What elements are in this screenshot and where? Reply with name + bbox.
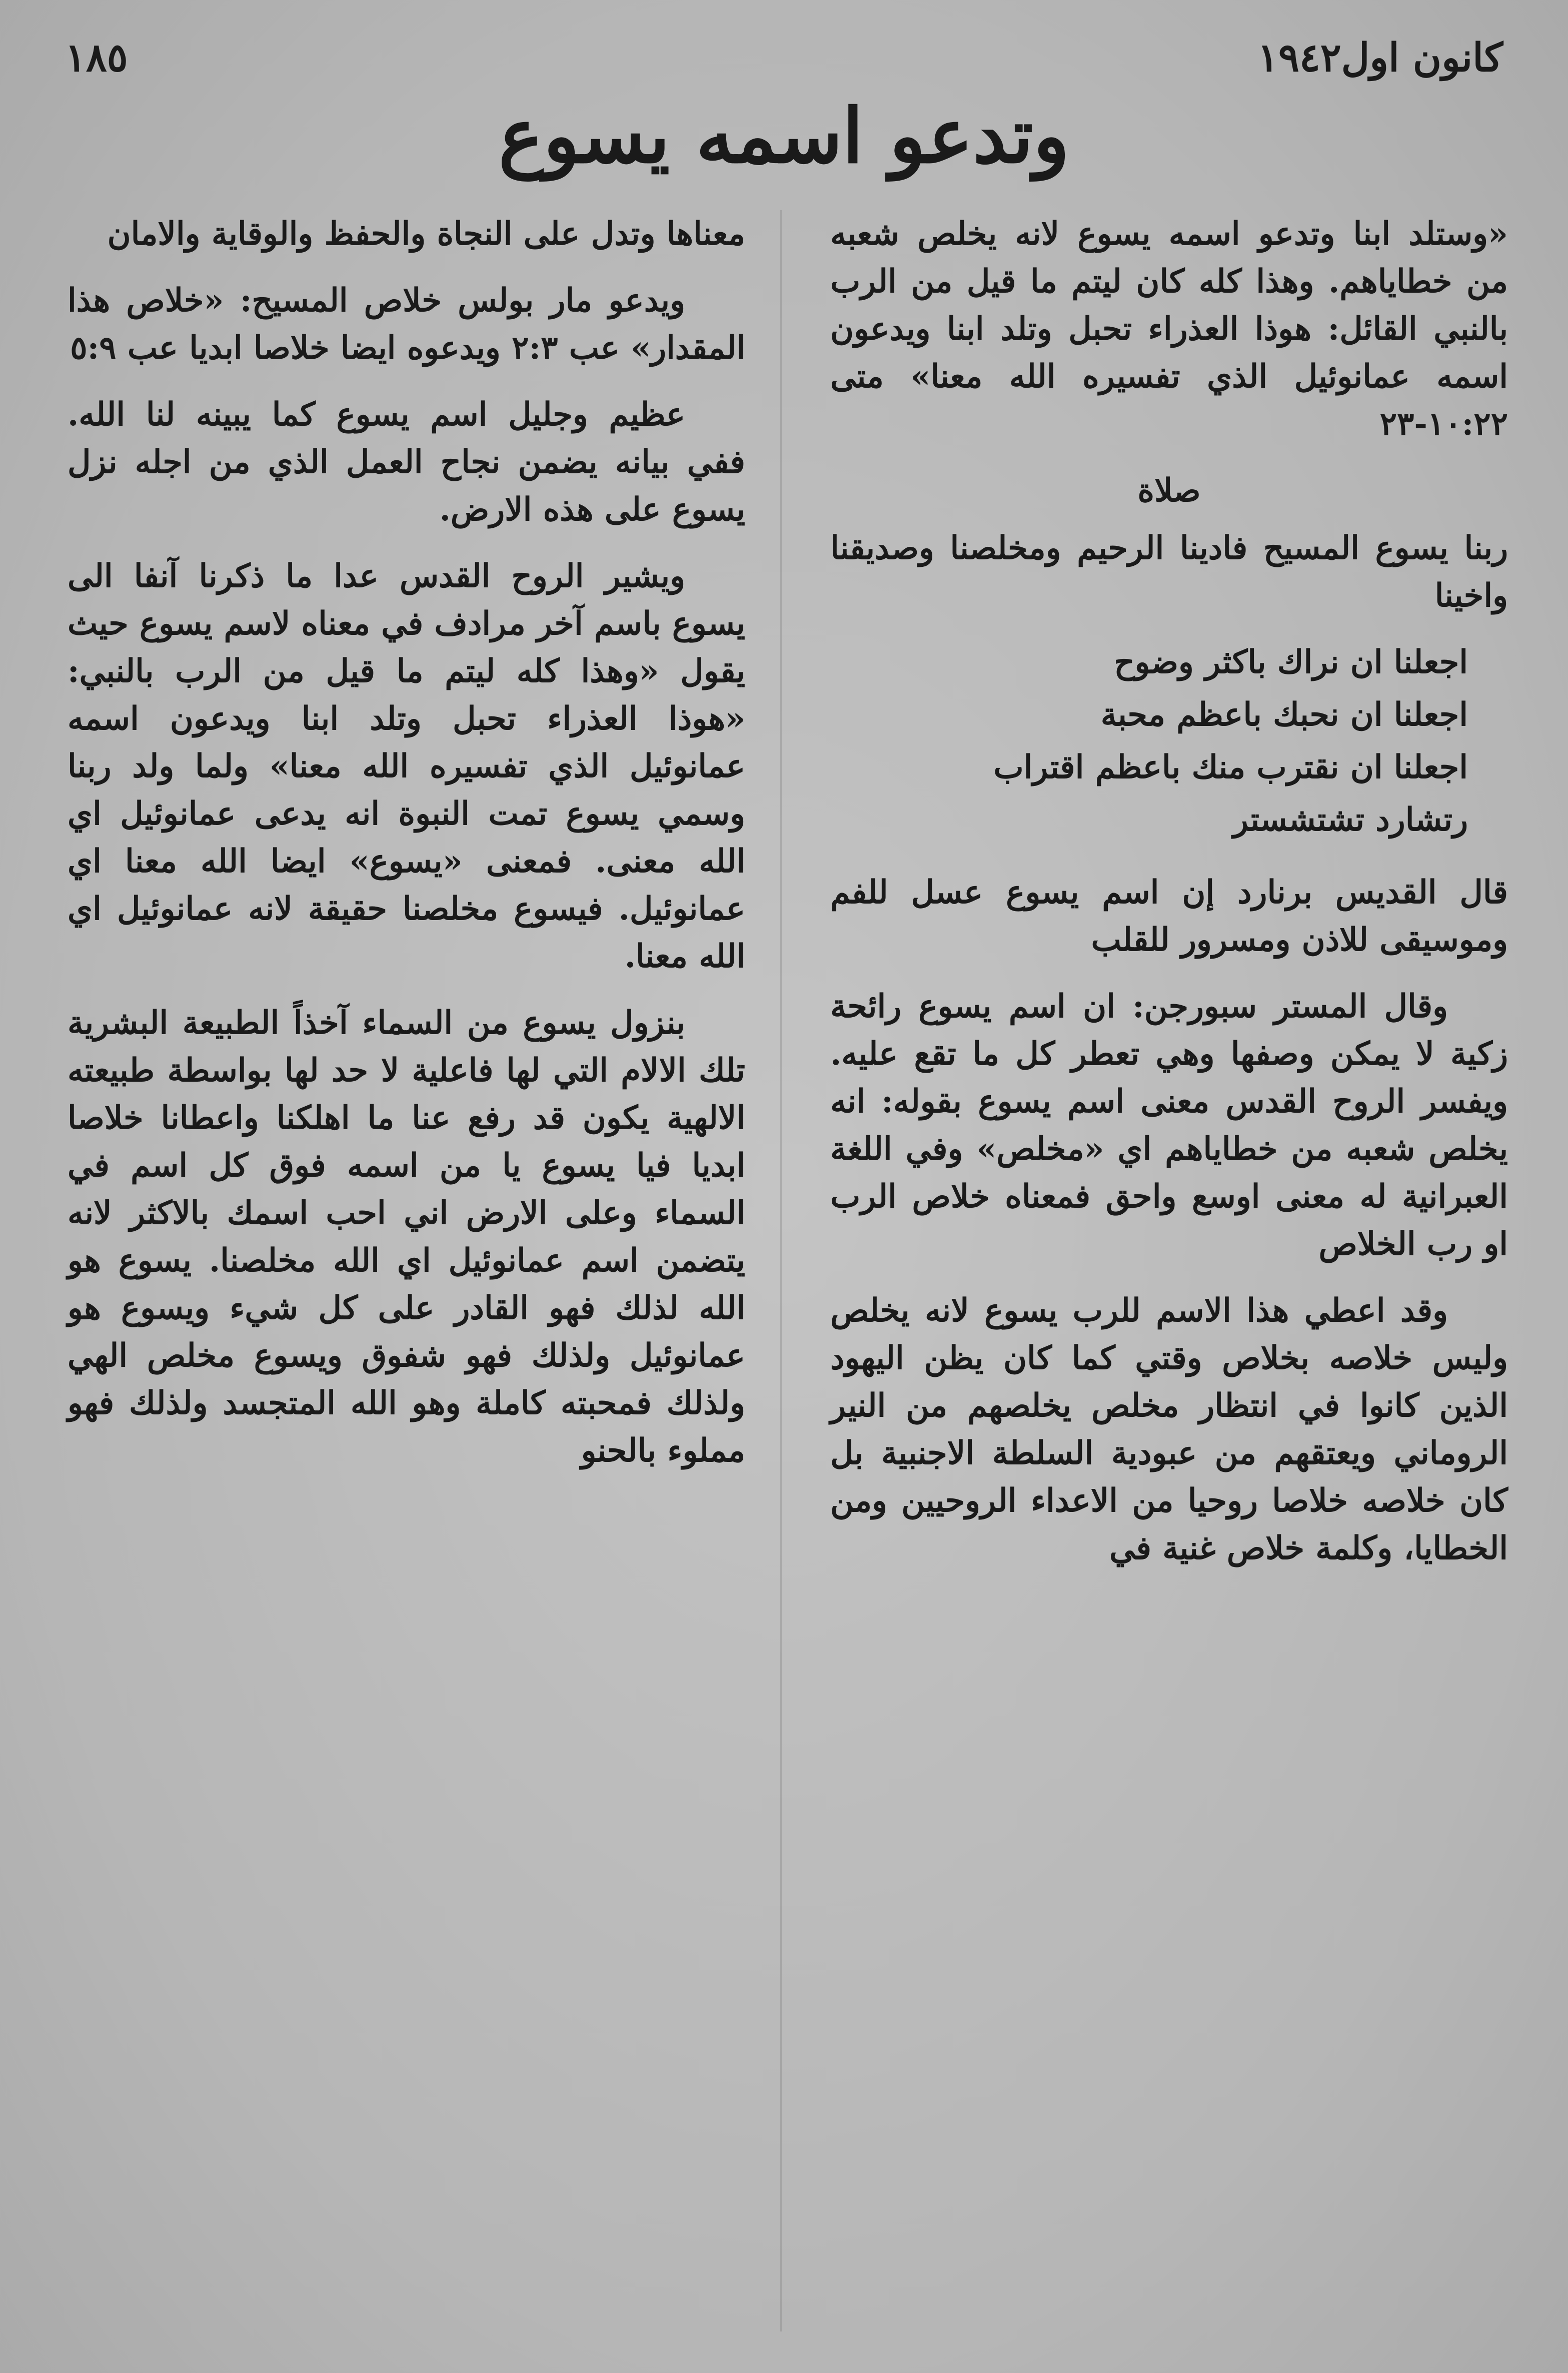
paragraph: رتشارد تشتشستر — [1232, 801, 1468, 839]
paragraph: اجعلنا ان نحبك باعظم محبة — [1100, 696, 1468, 733]
article-title: وتدعو اسمه يسوع — [498, 92, 1070, 180]
paragraph: معناها وتدل على النجاة والحفظ والوقاية والامان — [107, 215, 745, 253]
column-divider — [780, 210, 782, 2331]
paragraph: ويدعو مار بولس خلاص المسيح: «خلاص هذا المقدار» عب ٢:٣ ويدعوه ايضا خلاصا ابديا عب ٥:٩ — [68, 282, 745, 367]
paragraph: اجعلنا ان نقترب منك باعظم اقتراب — [993, 748, 1468, 786]
paragraph: صلاة — [1137, 472, 1201, 509]
page-header — [65, 28, 1503, 88]
paragraph: وقال المستر سبورجن: ان اسم يسوع رائحة زكية لا يمكن وصفها وهي تعطر كل ما تقع عليه. ويفسر الروح القدس معنى اسم يسوع بقوله: انه يخلص شعبه من خطاياهم اي «مخلص» وفي اللغة العبرانية له معنى اوسع واحق فمعناه خلاص الرب او رب الخلاص — [830, 988, 1508, 1263]
issue-date: كانون اول١٩٤٢ — [1257, 35, 1503, 81]
right-column — [830, 210, 1508, 1591]
paragraph: وقد اعطي هذا الاسم للرب يسوع لانه يخلص وليس خلاصه بخلاص وقتي كما كان يظن اليهود الذين كانوا في انتظار مخلص يخلصهم من النير الروماني ويعتقهم من عبودية السلطة الاجنبية بل كان خلاصه خلاصا روحيا من الاعداء الروحيين ومن الخطايا، وكلمة خلاص غنية في — [830, 1292, 1508, 1567]
paragraph: اجعلنا ان نراك باكثر وضوح — [1114, 643, 1468, 681]
paragraph: عظيم وجليل اسم يسوع كما يبينه لنا الله. ففي بيانه يضمن نجاح العمل الذي من اجله نزل يسوع على هذه الارض. — [68, 396, 745, 528]
paragraph: ربنا يسوع المسيح فادينا الرحيم ومخلصنا وصديقنا واخينا — [830, 529, 1508, 614]
left-column — [68, 210, 745, 1493]
paragraph: بنزول يسوع من السماء آخذاً الطبيعة البشرية تلك الالام التي لها فاعلية لا حد لها بواسطة طبيعته الالهية يكون قد رفع عنا ما اهلكنا واعطانا خلاصا ابديا فيا يسوع يا من اسمه فوق كل اسم في السماء وعلى الارض اني احب اسمك بالاكثر لانه يتضمن اسم عمانوئيل اي الله مخلصنا. يسوع هو الله لذلك فهو القادر على كل شيء ويسوع هو عمانوئيل ولذلك فهو شفوق ويسوع مخلص الهي ولذلك فمحبته كاملة وهو الله المتجسد ولذلك فهو مملوء بالحنو — [68, 1004, 745, 1469]
paragraph: قال القديس برنارد إن اسم يسوع عسل للفم وموسيقى للاذن ومسرور للقلب — [830, 874, 1508, 959]
page-number: ١٨٥ — [65, 35, 128, 81]
paragraph: «وستلد ابنا وتدعو اسمه يسوع لانه يخلص شعبه من خطاياهم. وهذا كله كان ليتم ما قيل من الرب بالنبي القائل: هوذا العذراء تحبل وتلد ابنا ويدعون اسمه عمانوئيل الذي تفسيره الله معنا» متى ١٠:٢٢-٢٣ — [830, 215, 1508, 443]
paragraph: ويشير الروح القدس عدا ما ذكرنا آنفا الى يسوع باسم آخر مرادف في معناه لاسم يسوع حيث يقول «وهذا كله ليتم ما قيل من الرب بالنبي: «هوذا العذراء تحبل وتلد ابنا ويدعون اسمه عمانوئيل الذي تفسيره الله معنا» ولما ولد ربنا وسمي يسوع تمت النبوة انه يدعى عمانوئيل اي الله معنى. فمعنى «يسوع» ايضا الله معنا اي عمانوئيل. فيسوع مخلصنا حقيقة لانه عمانوئيل اي الله معنا. — [68, 557, 745, 975]
